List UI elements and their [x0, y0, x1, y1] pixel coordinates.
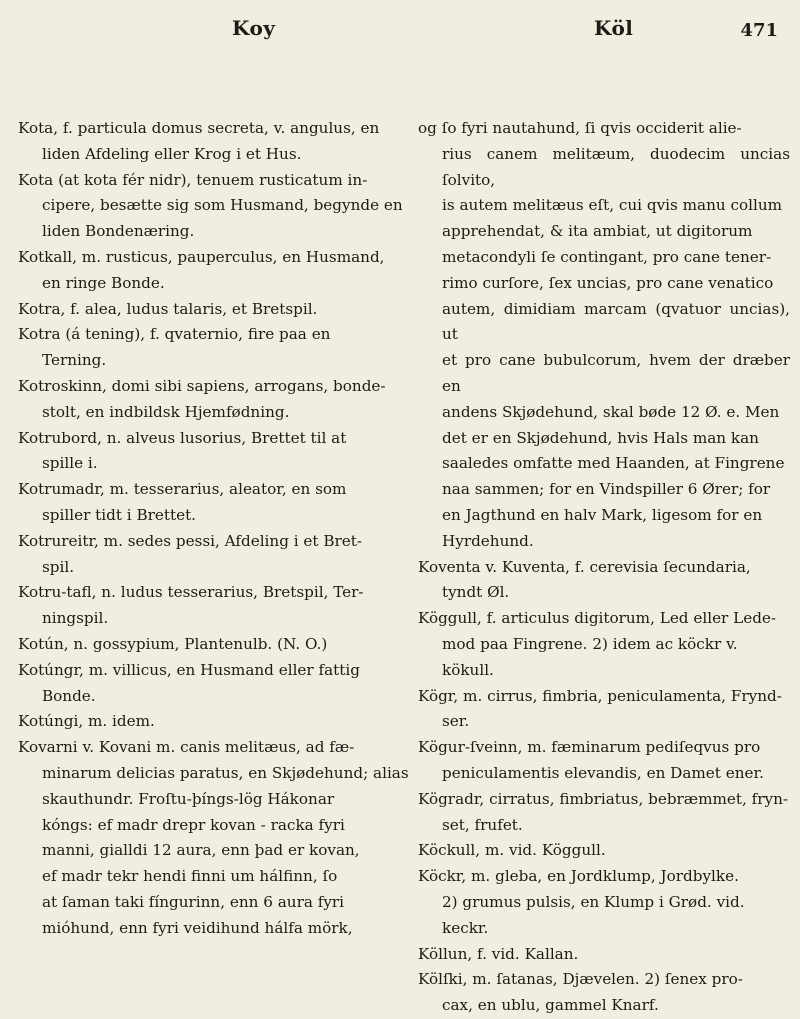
entry-line: Kotrureitr, m. sedes pessi, Afdeling i et Bret-: [18, 531, 362, 550]
dictionary-entry: [18, 580, 410, 632]
entry-line: spil.: [42, 557, 75, 576]
entry-line: is autem melitæus eſt, cui qvis manu collum: [442, 196, 783, 215]
entry-line: det er en Skjødehund, hvis Hals man kan: [442, 428, 759, 447]
dictionary-entry: [18, 529, 410, 581]
running-head-left: Koy: [232, 16, 276, 40]
entry-line: 2) grumus pulsis, en Klump i Grød. vid.: [442, 892, 745, 911]
dictionary-entry: [418, 864, 790, 941]
dictionary-entry: [18, 709, 410, 735]
dictionary-entry: [418, 116, 790, 555]
entry-line: Kotroskinn, domi sibi sapiens, arrogans, bonde-: [18, 376, 386, 395]
entry-line: Kögr, m. cirrus, fimbria, peniculamenta, Frynd-: [418, 686, 782, 705]
entry-line: ef madr tekr hendi finni um hálfinn, ſo: [42, 867, 338, 886]
entry-line: rius canem melitæum, duodecim uncias ſolvito,: [442, 144, 790, 189]
entry-line: peniculamentis elevandis, en Damet ener.: [442, 763, 764, 782]
entry-line: at ſaman taki fíngurinn, enn 6 aura fyri: [42, 892, 345, 911]
entry-line: cax, en ublu, gammel Knarf.: [442, 996, 659, 1015]
entry-line: liden Afdeling eller Krog i et Hus.: [42, 144, 302, 163]
entry-line: kóngs: ef madr drepr kovan - racka fyri: [42, 815, 345, 834]
dictionary-entry: [18, 168, 410, 245]
entry-line: cipere, besætte sig som Husmand, begynde en: [42, 196, 403, 215]
entry-line: ser.: [442, 712, 470, 731]
entry-line: et pro cane bubulcorum, hvem der dræber en: [442, 351, 790, 395]
entry-line: Kotkall, m. rusticus, pauperculus, en Husmand,: [18, 247, 385, 266]
entry-line: og ſo fyri nautahund, ſi qvis occiderit alie-: [418, 119, 742, 137]
entry-line: Koventa v. Kuventa, f. cerevisia ſecundaria,: [418, 557, 751, 576]
entry-line: Kotra (á tening), f. qvaternio, fire paa en: [18, 325, 331, 344]
entry-line: Kota, f. particula domus secreta, v. angulus, en: [18, 119, 380, 137]
dictionary-entry: [418, 735, 790, 787]
entry-line: rimo curſore, ſex uncias, pro cane venatico: [442, 273, 774, 292]
entry-line: Kovarni v. Kovani m. canis melitæus, ad fæ-: [18, 738, 355, 757]
entry-line: Kölſki, m. ſatanas, Djævelen. 2) ſenex pro-: [418, 970, 743, 989]
entry-line: Kotúngi, m. idem.: [18, 712, 155, 731]
dictionary-entry: [418, 787, 790, 839]
dictionary-entry: [18, 735, 410, 941]
dictionary-entry: [18, 116, 410, 168]
entry-line: mióhund, enn fyri veidihund hálfa mörk,: [42, 918, 353, 937]
dictionary-entry: [418, 684, 790, 736]
left-column: [18, 116, 410, 942]
entry-line: Kota (at kota fér nidr), tenuem rusticatum in-: [18, 170, 368, 189]
entry-line: liden Bondenæring.: [42, 222, 195, 241]
dictionary-entry: [18, 245, 410, 297]
dictionary-entry: [18, 426, 410, 478]
entry-line: andens Skjødehund, skal bøde 12 Ø. e. Men: [442, 402, 780, 421]
dictionary-entry: [418, 967, 790, 1019]
entry-line: Terning.: [42, 351, 107, 370]
entry-line: Kögradr, cirratus, fimbriatus, bebræmmet, fryn-: [418, 789, 789, 808]
dictionary-entry: [18, 477, 410, 529]
entry-line: skauthundr. Froſtu-þíngs-lög Hákonar: [42, 789, 335, 808]
dictionary-entry: [18, 374, 410, 426]
entry-line: Kotrubord, n. alveus lusorius, Brettet til at: [18, 428, 347, 447]
entry-line: saaledes omfatte med Haanden, at Fingrene: [442, 454, 785, 473]
entry-line: spille i.: [42, 454, 98, 473]
entry-line: keckr.: [442, 918, 489, 937]
entry-line: autem, dimidiam marcam (qvatuor uncias), ut: [442, 299, 790, 344]
entry-line: Kotrumadr, m. tesserarius, aleator, en som: [18, 480, 347, 499]
entry-line: Köckr, m. gleba, en Jordklump, Jordbylke.: [418, 867, 739, 886]
entry-line: set, frufet.: [442, 815, 523, 834]
dictionary-entry: [18, 322, 410, 374]
running-head-right: Köl: [594, 16, 634, 40]
dictionary-entry: [418, 606, 790, 683]
dictionary-entry: [18, 632, 410, 658]
entry-line: Kotún, n. gossypium, Plantenulb. (N. O.): [18, 634, 328, 653]
entry-line: Hyrdehund.: [442, 531, 534, 550]
entry-line: Köggull, f. articulus digitorum, Led eller Lede-: [418, 609, 777, 628]
dictionary-entry: [418, 555, 790, 607]
entry-line: metacondyli ſe contingant, pro cane tener-: [442, 247, 772, 266]
page-number: 471: [740, 20, 778, 41]
entry-line: minarum delicias paratus, en Skjødehund; alias: [42, 763, 409, 782]
entry-line: apprehendat, & ita ambiat, ut digitorum: [442, 222, 753, 241]
dictionary-entry: [18, 297, 410, 323]
entry-line: mod paa Fingrene. 2) idem ac köckr v.: [442, 634, 738, 653]
dictionary-entry: [418, 838, 790, 864]
entry-line: stolt, en indbildsk Hjemfødning.: [42, 402, 290, 421]
entry-line: Kotúngr, m. villicus, en Husmand eller fattig: [18, 660, 360, 679]
entry-line: en ringe Bonde.: [42, 273, 165, 292]
entry-line: Kotra, f. alea, ludus talaris, et Bretspil.: [18, 299, 318, 318]
entry-line: ningspil.: [42, 609, 109, 628]
entry-line: Köckull, m. vid. Köggull.: [418, 841, 606, 860]
entry-line: manni, gialldi 12 aura, enn þad er kovan,: [42, 841, 360, 860]
entry-line: Kögur-ſveinn, m. fæminarum pediſeqvus pro: [418, 738, 761, 757]
dictionary-entry: [18, 658, 410, 710]
dictionary-entry: [418, 942, 790, 968]
entry-line: Köllun, f. vid. Kallan.: [418, 944, 579, 963]
entry-line: kökull.: [442, 660, 494, 679]
entry-line: naa sammen; for en Vindspiller 6 Ører; for: [442, 480, 771, 499]
entry-line: tyndt Øl.: [442, 583, 510, 602]
right-column: [418, 116, 790, 1019]
entry-line: spiller tidt i Brettet.: [42, 505, 196, 524]
entry-line: Bonde.: [42, 686, 96, 705]
entry-line: en Jagthund en halv Mark, ligesom for en: [442, 505, 763, 524]
entry-line: Kotru-tafl, n. ludus tesserarius, Bretspil, Ter-: [18, 583, 364, 602]
